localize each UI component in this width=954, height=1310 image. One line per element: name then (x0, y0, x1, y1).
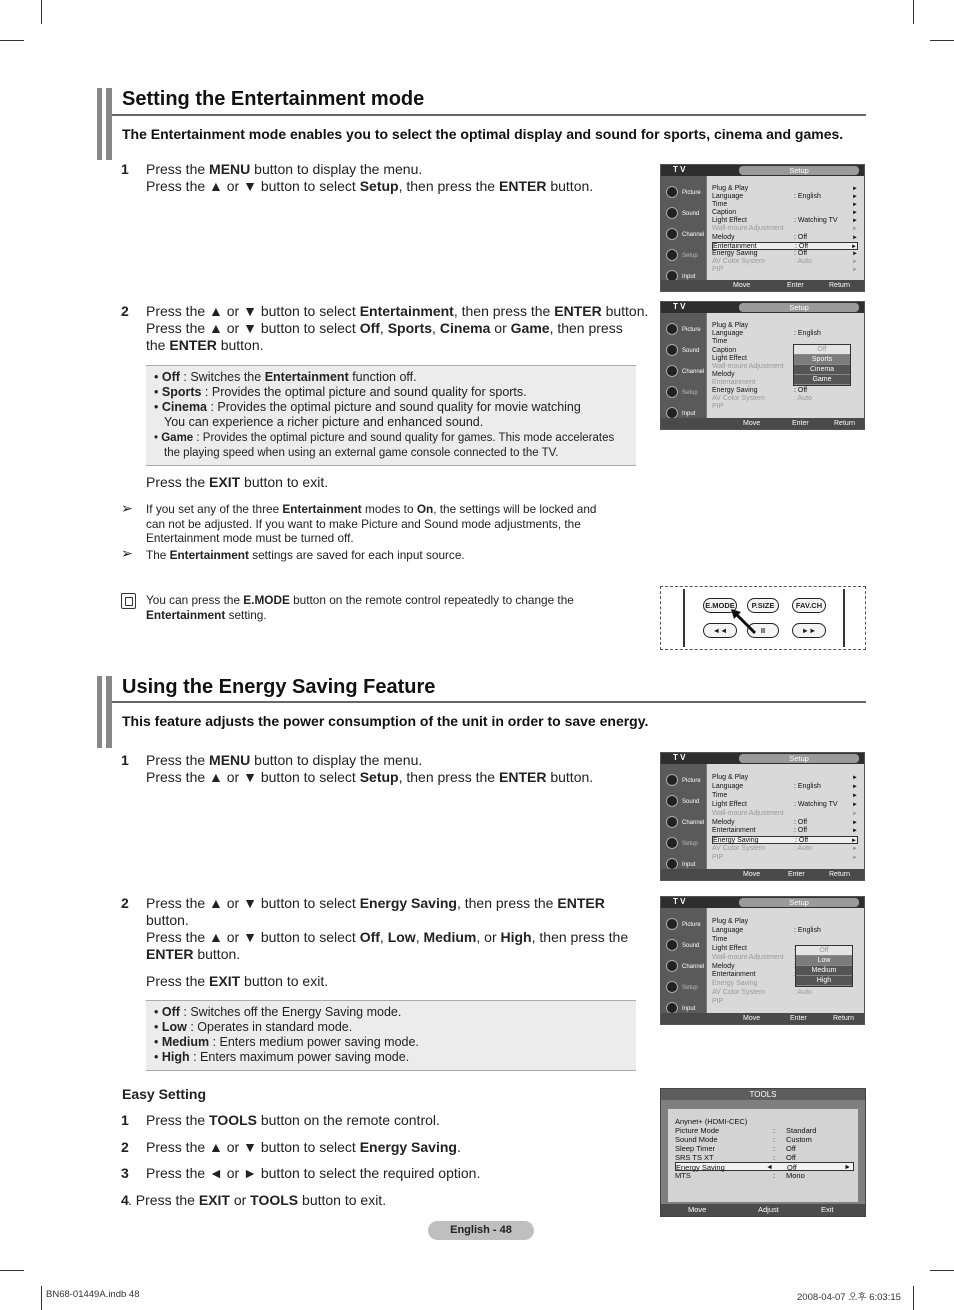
menu-row[interactable]: Caption (712, 347, 737, 354)
side-item-input[interactable]: Input (664, 856, 704, 874)
channel-icon (666, 960, 678, 972)
menu-row[interactable]: Language : English ► (712, 193, 858, 200)
pause-button[interactable]: II (747, 623, 779, 638)
menu-row[interactable]: Language : English (712, 330, 821, 337)
step-number: 1 (121, 161, 129, 177)
side-item-setup[interactable]: Setup (664, 979, 704, 997)
option-item: • Low : Operates in standard mode. (154, 1020, 353, 1034)
move-hint: Move (688, 1205, 707, 1214)
menu-row: Wall-mount Adjustment (712, 363, 784, 370)
entertainment-dropdown[interactable] (793, 344, 851, 386)
option-item: • Cinema : Provides the optimal picture and sound quality for movie watching (154, 400, 581, 414)
menu-row[interactable]: Caption ► (712, 209, 858, 216)
menu-row: PIP (712, 998, 724, 1005)
dropdown-option[interactable]: Game (794, 375, 850, 385)
menu-row: Wall-mount Adjustment ► (712, 225, 858, 232)
menu-row[interactable]: Light Effect (712, 945, 747, 952)
option-item-cont: You can experience a richer picture and enhanced sound. (164, 415, 484, 429)
right-arrow-icon[interactable]: ► (844, 1164, 851, 1171)
favch-button[interactable]: FAV.CH (792, 598, 826, 613)
left-arrow-icon[interactable]: ◄ (766, 1164, 773, 1171)
sound-icon (666, 939, 678, 951)
menu-row[interactable]: Time ► (712, 792, 858, 799)
tv-menu-screen (660, 752, 865, 881)
menu-row[interactable]: Plug & Play ► (712, 185, 858, 192)
tv-menu-screen (660, 164, 865, 292)
side-item-channel[interactable]: Channel (664, 226, 704, 244)
energy-saving-dropdown[interactable] (795, 945, 853, 987)
dropdown-option[interactable]: Off (794, 345, 850, 355)
menu-row[interactable]: Melody (712, 371, 735, 378)
menu-row-selected[interactable]: Entertainment : Off ► (713, 243, 857, 250)
option-item: • Medium : Enters medium power saving mode. (154, 1035, 419, 1049)
crop-mark (913, 1286, 914, 1310)
option-item: • Sports : Provides the optimal picture and sound quality for sports. (154, 385, 527, 399)
menu-row[interactable]: Language : English ► (712, 783, 858, 790)
menu-row[interactable]: Time (712, 936, 728, 943)
side-item-input[interactable]: Input (664, 405, 704, 423)
menu-row[interactable]: Melody : Off ► (712, 234, 858, 241)
menu-row[interactable]: Entertainment : Off ► (712, 827, 858, 834)
option-item-cont: the playing speed when using an external game console connected to the TV. (164, 447, 559, 459)
return-hint: Return (829, 282, 851, 289)
menu-row[interactable]: Time ► (712, 201, 858, 208)
note-arrow-icon: ➢ (121, 500, 133, 516)
exit-instruction: Press the EXIT button to exit. (146, 973, 329, 989)
menu-row: Wall-mount Adjustment (712, 954, 784, 961)
exit-hint: Exit (821, 1205, 834, 1214)
page-number-badge: English - 48 (428, 1221, 534, 1240)
side-item-sound[interactable]: Sound (664, 205, 704, 223)
tools-row[interactable]: Picture Mode : Standard (675, 1126, 817, 1135)
option-item: • Off : Switches the Entertainment function off. (154, 370, 417, 384)
step-number: 2 (121, 895, 129, 911)
step-text: Press the TOOLS button on the remote control. (146, 1112, 440, 1128)
section-title: Using the Energy Saving Feature (122, 676, 436, 698)
channel-icon (666, 816, 678, 828)
menu-row[interactable]: Plug & Play (712, 322, 749, 329)
menu-row: Wall-mount Adjustment ► (712, 810, 858, 817)
remote-control-illustration (660, 586, 866, 650)
channel-icon (666, 228, 678, 240)
crop-mark (930, 1270, 954, 1271)
step-text: Press the MENU button to display the menu. Press the ▲ or ▼ button to select Setup, then press the ENTER button. (146, 161, 594, 194)
step-number: 2 (121, 303, 129, 319)
side-item-setup[interactable]: Setup (664, 835, 704, 853)
setup-icon (666, 981, 678, 993)
crop-mark (41, 1286, 42, 1310)
dropdown-option[interactable]: Low (796, 956, 852, 966)
dropdown-option[interactable]: Cinema (794, 365, 850, 375)
setup-icon (666, 386, 678, 398)
tools-row[interactable]: Anynet+ (HDMI-CEC) (675, 1117, 748, 1126)
step-text: Press the ◄ or ► button to select the required option. (146, 1165, 481, 1181)
tv-side-menu (661, 313, 706, 418)
crop-mark (0, 40, 24, 41)
tv-menu-screen (660, 896, 865, 1025)
tv-menu-header: T V Setup (661, 302, 864, 313)
side-item-channel[interactable]: Channel (664, 363, 704, 381)
option-item: • Off : Switches off the Energy Saving mode. (154, 1005, 402, 1019)
memo-icon (121, 593, 136, 609)
picture-icon (666, 323, 678, 335)
picture-icon (666, 918, 678, 930)
menu-row: Energy Saving (712, 980, 758, 987)
step-text: . Press the EXIT or TOOLS button to exit. (128, 1192, 387, 1208)
rewind-button[interactable]: ◄◄ (703, 623, 737, 638)
dropdown-option[interactable]: Medium (796, 966, 852, 976)
footer-timestamp: 2008-04-07 오후 6:03:15 (797, 1292, 901, 1303)
exit-instruction: Press the EXIT button to exit. (146, 474, 329, 490)
side-item-sound[interactable]: Sound (664, 342, 704, 360)
menu-row[interactable]: Entertainment (712, 971, 756, 978)
tools-row[interactable]: Sound Mode : Custom (675, 1135, 812, 1144)
menu-row[interactable]: Light Effect (712, 355, 747, 362)
side-item-channel[interactable]: Channel (664, 958, 704, 976)
tools-row[interactable]: Sleep Timer : Off (675, 1144, 796, 1153)
menu-row[interactable]: Melody : Off ► (712, 819, 858, 826)
step-text: Press the ▲ or ▼ button to select Energy Saving. (146, 1139, 461, 1155)
step-number: 3 (121, 1165, 129, 1181)
menu-row: Entertainment (712, 379, 756, 386)
tools-row[interactable]: SRS TS XT : Off (675, 1153, 796, 1162)
note-text: The Entertainment settings are saved for each input source. (146, 548, 465, 562)
menu-row-selected[interactable]: Energy Saving : Off ► (713, 837, 857, 844)
tv-side-menu (661, 908, 706, 1013)
section-title: Setting the Entertainment mode (122, 88, 425, 110)
menu-row: AV Color System : Auto (712, 395, 812, 402)
note-text: If you set any of the three Entertainment modes to On, the settings will be locked and can not be adjusted. If you want to make Picture and Sound mode adjustments, the Entertainment mode must be turned off. (146, 502, 597, 545)
menu-row[interactable]: Energy Saving : Off ► (712, 250, 858, 257)
side-item-sound[interactable]: Sound (664, 793, 704, 811)
side-item-setup[interactable]: Setup (664, 384, 704, 402)
side-item-input[interactable]: Input (664, 268, 704, 286)
dropdown-option[interactable]: Off (796, 946, 852, 956)
pointer-arrow-icon (731, 609, 761, 639)
enter-hint: Enter (787, 282, 804, 289)
crop-mark (930, 40, 954, 41)
options-box (146, 1000, 636, 1071)
menu-row[interactable]: Light Effect : Watching TV ► (712, 217, 858, 224)
tv-menu-footer: Move Enter Return (661, 1013, 864, 1024)
tv-menu-footer: Move Enter Return (661, 418, 864, 429)
tv-menu-screen (660, 301, 865, 430)
step-number: 4 (121, 1192, 129, 1208)
picture-icon (666, 186, 678, 198)
menu-row[interactable]: Plug & Play ► (712, 774, 858, 781)
tools-footer (661, 1204, 865, 1216)
tv-menu-list (707, 313, 864, 418)
menu-row: PIP ► (712, 854, 858, 861)
tools-row-selected[interactable]: Energy Saving ◄ Off ► (675, 1162, 854, 1171)
menu-title: Setup (739, 166, 859, 175)
section-intro: The Entertainment mode enables you to select the optimal display and sound for sports, cinema and games. (122, 126, 844, 142)
section-marker (97, 676, 112, 748)
sound-icon (666, 207, 678, 219)
tv-menu-list (707, 176, 864, 280)
tv-menu-footer: Move Enter Return (661, 869, 864, 880)
tools-row[interactable]: MTS : Mono (675, 1171, 805, 1180)
step-text: Press the ▲ or ▼ button to select Entertainment, then press the ENTER button. Press the ▲ or ▼ button to select Off, Sports, Cinema or Game, then press the ENTER button. (146, 303, 649, 353)
tv-menu-list (707, 764, 864, 869)
tv-menu-list (707, 908, 864, 1013)
side-item-picture[interactable]: Picture (664, 321, 704, 339)
footer-file-info: BN68-01449A.indb 48 (46, 1289, 140, 1300)
tv-side-menu (661, 176, 706, 280)
setup-icon (666, 249, 678, 261)
dropdown-option[interactable]: High (796, 976, 852, 986)
menu-row: AV Color System : Auto ► (712, 845, 858, 852)
option-item: • High : Enters maximum power saving mode. (154, 1050, 410, 1064)
side-item-picture[interactable]: Picture (664, 916, 704, 934)
step-number: 1 (121, 1112, 129, 1128)
side-item-setup[interactable]: Setup (664, 247, 704, 265)
menu-row[interactable]: Time (712, 338, 728, 345)
crop-mark (913, 0, 914, 24)
dropdown-option[interactable]: Sports (794, 355, 850, 365)
move-hint: Move (733, 282, 751, 289)
note-arrow-icon: ➢ (121, 545, 133, 561)
option-item: • Game : Provides the optimal picture and sound quality for games. This mode accelerates (154, 432, 615, 444)
crop-mark (41, 0, 42, 24)
menu-row[interactable]: Language : English (712, 927, 821, 934)
menu-row: AV Color System : Auto (712, 989, 812, 996)
menu-row[interactable]: Plug & Play (712, 918, 749, 925)
step-text: Press the ▲ or ▼ button to select Energy Saving, then press the ENTER button. Press the ▲ or ▼ button to select Off, Low, Medium, or High, then press the ENTER button. (146, 895, 629, 962)
section-rule (112, 701, 866, 703)
emode-button[interactable]: E.MODE (703, 598, 737, 613)
step-number: 1 (121, 752, 129, 768)
easy-setting-title: Easy Setting (122, 1086, 207, 1102)
menu-row[interactable]: Light Effect : Watching TV ► (712, 801, 858, 808)
menu-row: AV Color System : Auto ► (712, 258, 858, 265)
tools-menu-screen (660, 1088, 866, 1217)
memo-text: You can press the E.MODE button on the remote control repeatedly to change the Entertainment setting. (146, 593, 574, 622)
menu-row[interactable]: Energy Saving : Off (712, 387, 808, 394)
step-number: 2 (121, 1139, 129, 1155)
menu-row: PIP (712, 403, 724, 410)
section-intro: This feature adjusts the power consumption of the unit in order to save energy. (122, 713, 649, 729)
menu-row: PIP ► (712, 266, 858, 273)
tv-menu-header (661, 165, 864, 176)
psize-button[interactable]: P.SIZE (747, 598, 779, 613)
section-rule (112, 114, 866, 116)
picture-icon (666, 774, 678, 786)
tv-menu-header: T V Setup (661, 897, 864, 908)
section-marker (97, 88, 112, 160)
side-item-input[interactable]: Input (664, 1000, 704, 1018)
tv-side-menu (661, 764, 706, 869)
side-item-picture[interactable]: Picture (664, 772, 704, 790)
channel-icon (666, 365, 678, 377)
tv-label: T V (673, 165, 686, 174)
sound-icon (666, 344, 678, 356)
setup-icon (666, 837, 678, 849)
tools-list (668, 1109, 858, 1202)
menu-row[interactable]: Melody (712, 963, 735, 970)
options-box (146, 365, 636, 466)
fast-forward-button[interactable]: ►► (792, 623, 826, 638)
tools-title: TOOLS (661, 1089, 865, 1100)
side-item-channel[interactable]: Channel (664, 814, 704, 832)
side-item-picture[interactable]: Picture (664, 184, 704, 202)
sound-icon (666, 795, 678, 807)
tv-menu-footer (661, 280, 864, 291)
crop-mark (0, 1270, 24, 1271)
step-text: Press the MENU button to display the menu. Press the ▲ or ▼ button to select Setup, then press the ENTER button. (146, 752, 594, 785)
tv-menu-header: T V Setup (661, 753, 864, 764)
side-item-sound[interactable]: Sound (664, 937, 704, 955)
adjust-hint: Adjust (758, 1205, 779, 1214)
